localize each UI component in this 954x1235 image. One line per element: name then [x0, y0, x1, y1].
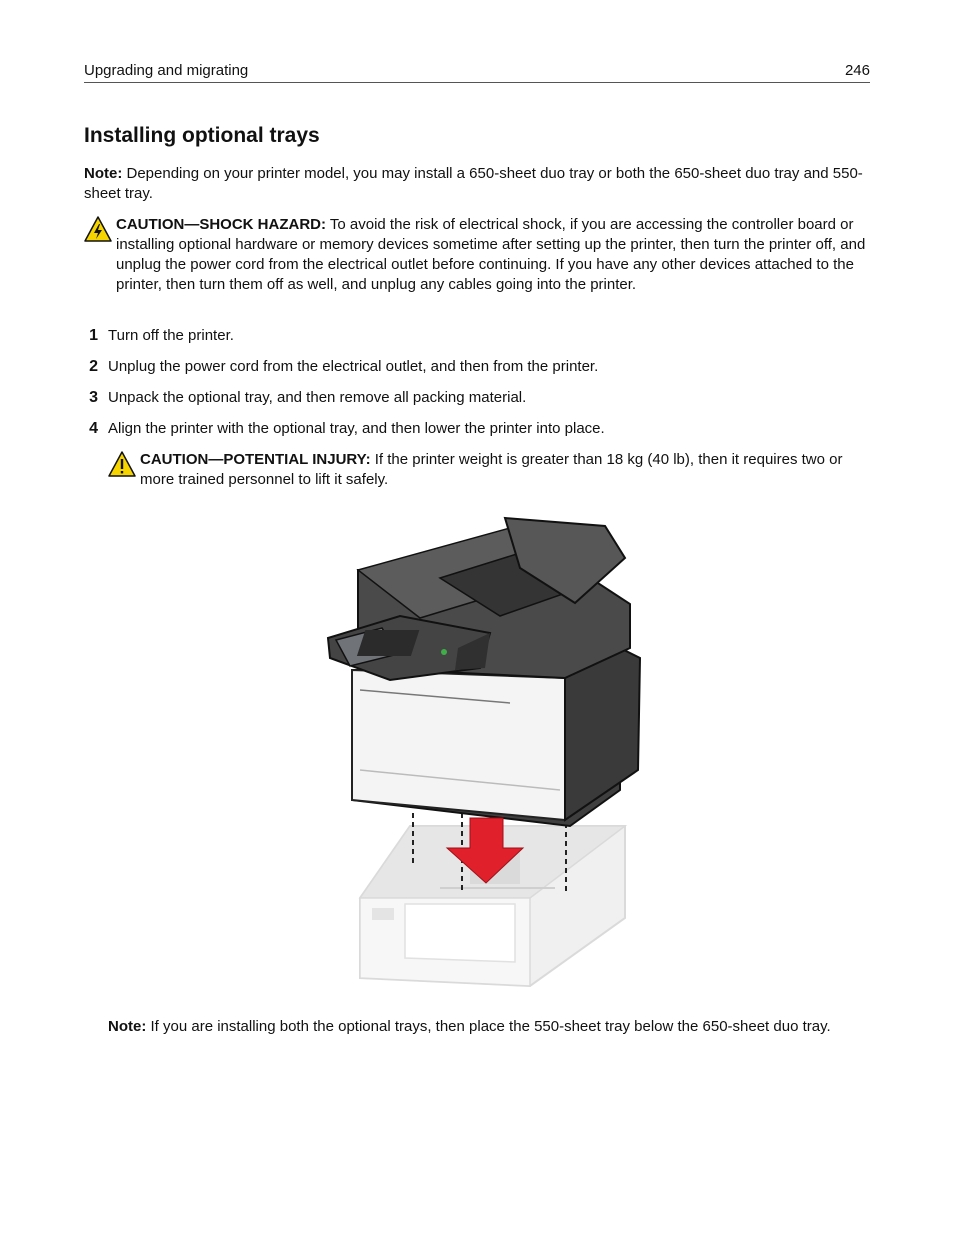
caution-injury-label: CAUTION—POTENTIAL INJURY: — [140, 451, 371, 468]
shock-hazard-icon — [84, 215, 112, 249]
step-text: Unplug the power cord from the electrical outlet, and then from the printer. — [108, 358, 599, 375]
note-text: If you are installing both the optional trays, then place the 550-sheet tray below the 650-sheet duo tray. — [146, 1018, 831, 1035]
note-text: Depending on your printer model, you may install a 650-sheet duo tray or both the 650-sheet duo tray and 550-sheet tray. — [84, 165, 863, 202]
warning-icon — [108, 450, 136, 484]
step-number: 3 — [89, 389, 98, 406]
header-section-title: Upgrading and migrating — [84, 62, 249, 79]
caution-shock-text: To avoid the risk of electrical shock, if you are accessing the controller board or installing optional hardware or memory devices sometime after setting up the printer, then turn the printer off, and unplug the power cord from the electrical outlet before continuing. If you have any other devices attached to the printer, then turn them off as well, and unplug any cables going into the printer. — [116, 216, 866, 293]
step-text: Unpack the optional tray, and then remove all packing material. — [108, 389, 527, 406]
note-top — [84, 164, 874, 204]
step-number: 2 — [89, 358, 98, 375]
caution-shock-label: CAUTION—SHOCK HAZARD: — [116, 216, 326, 233]
step-number: 1 — [89, 327, 98, 344]
caution-injury-text: If the printer weight is greater than 18 kg (40 lb), then it requires two or more trained personnel to lift it safely. — [140, 451, 843, 488]
page-number: 246 — [844, 62, 870, 79]
step-text: Align the printer with the optional tray, and then lower the printer into place. — [108, 420, 605, 437]
printer — [328, 518, 640, 826]
note-bottom — [108, 1017, 874, 1037]
step-text: Turn off the printer. — [108, 327, 234, 344]
printer-tray-illustration — [320, 508, 650, 993]
page-header — [84, 60, 870, 83]
note-label: Note: — [84, 165, 123, 182]
step-number: 4 — [89, 420, 98, 437]
note-label: Note: — [108, 1018, 147, 1035]
page-title: Installing optional trays — [84, 124, 320, 147]
